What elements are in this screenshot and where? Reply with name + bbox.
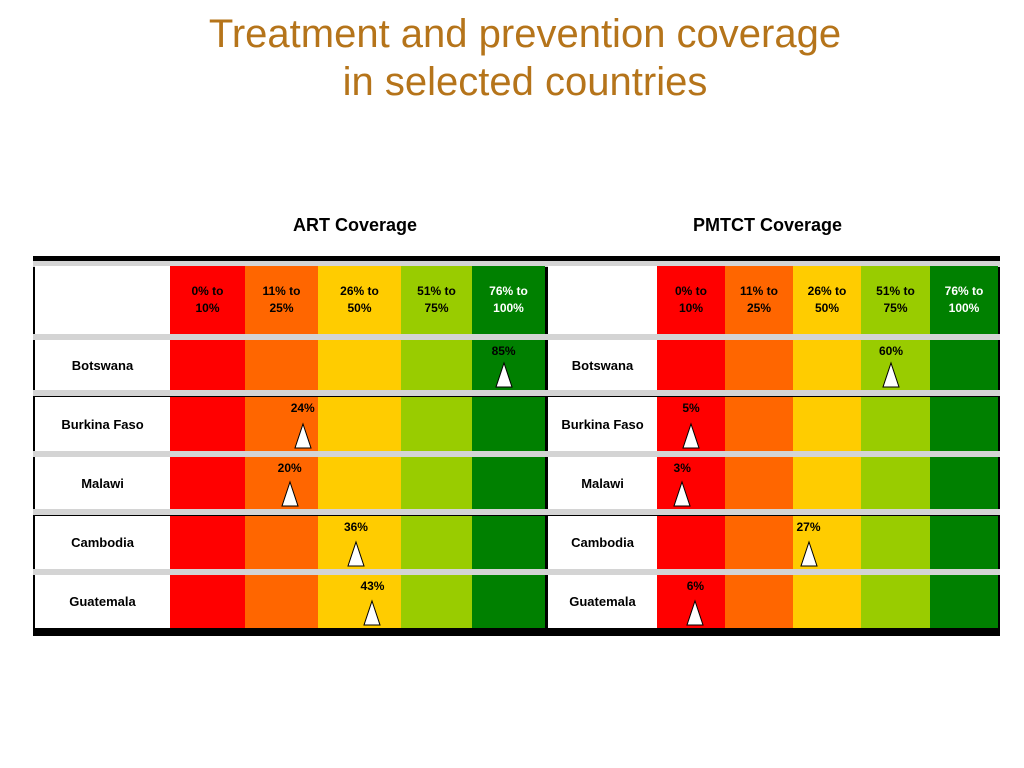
pmtct-band-cell bbox=[725, 457, 793, 509]
pmtct-coverage-marker bbox=[800, 541, 818, 567]
pmtct-marker-triangle bbox=[883, 363, 899, 387]
row-separator bbox=[33, 390, 1000, 396]
pmtct-band-cell bbox=[725, 340, 793, 390]
pmtct-value-label: 27% bbox=[796, 520, 821, 534]
pmtct-band-cell bbox=[725, 397, 793, 451]
pmtct-marker-triangle bbox=[674, 482, 690, 506]
art-coverage-marker bbox=[294, 423, 312, 449]
pmtct-band-cell bbox=[725, 575, 793, 628]
art-marker-triangle bbox=[295, 424, 311, 448]
pmtct-band-cell bbox=[930, 575, 998, 628]
pmtct-country-guatemala: Guatemala bbox=[548, 575, 657, 628]
pmtct-band-cell bbox=[793, 340, 861, 390]
art-band-cell bbox=[401, 575, 472, 628]
art-band-header: 0% to 10% bbox=[170, 266, 245, 334]
pmtct-band-cell bbox=[930, 397, 998, 451]
pmtct-band-cell bbox=[793, 575, 861, 628]
pmtct-country-cambodia: Cambodia bbox=[548, 516, 657, 569]
art-band-cell bbox=[401, 397, 472, 451]
art-value-label: 20% bbox=[277, 461, 302, 475]
art-band-cell bbox=[170, 340, 245, 390]
pmtct-country-botswana: Botswana bbox=[548, 340, 657, 390]
art-band-cell bbox=[170, 516, 245, 569]
art-country-guatemala: Guatemala bbox=[35, 575, 170, 628]
art-band-cell bbox=[472, 457, 545, 509]
pmtct-marker-triangle bbox=[683, 424, 699, 448]
art-band-cell bbox=[245, 575, 318, 628]
pmtct-coverage-marker bbox=[882, 362, 900, 388]
pmtct-band-cell bbox=[657, 516, 725, 569]
art-value-label: 85% bbox=[491, 344, 516, 358]
art-country-malawi: Malawi bbox=[35, 457, 170, 509]
art-band-cell bbox=[170, 457, 245, 509]
art-band-cell bbox=[245, 516, 318, 569]
coverage-chart bbox=[33, 256, 1000, 636]
art-band-header: 76% to 100% bbox=[472, 266, 545, 334]
pmtct-band-cell bbox=[793, 457, 861, 509]
art-coverage-marker bbox=[363, 600, 381, 626]
art-band-cell bbox=[472, 575, 545, 628]
pmtct-band-header: 0% to 10% bbox=[657, 266, 725, 334]
art-band-cell bbox=[318, 397, 401, 451]
pmtct-coverage-marker bbox=[686, 600, 704, 626]
art-marker-triangle bbox=[282, 482, 298, 506]
page-title bbox=[0, 10, 1024, 106]
art-band-cell bbox=[170, 397, 245, 451]
art-marker-triangle bbox=[496, 363, 512, 387]
pmtct-band-cell bbox=[861, 516, 930, 569]
pmtct-band-cell bbox=[861, 457, 930, 509]
art-coverage-marker bbox=[347, 541, 365, 567]
pmtct-value-label: 5% bbox=[682, 401, 700, 415]
art-band-cell bbox=[401, 457, 472, 509]
title-line-2: in selected countries bbox=[342, 60, 708, 104]
title-line-1: Treatment and prevention coverage bbox=[208, 12, 842, 56]
pmtct-band-cell bbox=[930, 516, 998, 569]
row-separator bbox=[33, 509, 1000, 515]
art-coverage-title: ART Coverage bbox=[292, 215, 418, 235]
pmtct-band-cell bbox=[861, 575, 930, 628]
art-band-cell bbox=[401, 340, 472, 390]
pmtct-coverage-marker bbox=[682, 423, 700, 449]
pmtct-value-label: 60% bbox=[878, 344, 904, 358]
pmtct-band-header: 51% to 75% bbox=[861, 266, 930, 334]
pmtct-header-blank bbox=[548, 266, 657, 334]
art-country-burkina-faso: Burkina Faso bbox=[35, 397, 170, 451]
art-band-cell bbox=[245, 340, 318, 390]
art-marker-triangle bbox=[348, 542, 364, 566]
pmtct-band-header: 76% to 100% bbox=[930, 266, 998, 334]
art-band-header: 26% to 50% bbox=[318, 266, 401, 334]
pmtct-band-cell bbox=[725, 516, 793, 569]
pmtct-band-cell bbox=[861, 397, 930, 451]
art-band-cell bbox=[318, 340, 401, 390]
art-band-cell bbox=[318, 457, 401, 509]
pmtct-coverage-marker bbox=[673, 481, 691, 507]
pmtct-marker-triangle bbox=[801, 542, 817, 566]
art-band-cell bbox=[401, 516, 472, 569]
pmtct-value-label: 6% bbox=[686, 579, 705, 593]
art-marker-triangle bbox=[364, 601, 380, 625]
pmtct-coverage-title: PMTCT Coverage bbox=[692, 215, 843, 235]
art-band-header: 51% to 75% bbox=[401, 266, 472, 334]
pmtct-country-burkina-faso: Burkina Faso bbox=[548, 397, 657, 451]
pmtct-band-cell bbox=[930, 340, 998, 390]
pmtct-band-cell bbox=[930, 457, 998, 509]
art-coverage-marker bbox=[281, 481, 299, 507]
pmtct-band-cell bbox=[657, 340, 725, 390]
art-value-label: 24% bbox=[290, 401, 315, 415]
art-band-header: 11% to 25% bbox=[245, 266, 318, 334]
art-header-blank bbox=[35, 266, 170, 334]
art-band-cell bbox=[170, 575, 245, 628]
art-country-botswana: Botswana bbox=[35, 340, 170, 390]
art-band-cell bbox=[472, 397, 545, 451]
pmtct-country-malawi: Malawi bbox=[548, 457, 657, 509]
pmtct-band-header: 11% to 25% bbox=[725, 266, 793, 334]
art-value-label: 36% bbox=[343, 520, 368, 534]
pmtct-value-label: 3% bbox=[673, 461, 691, 475]
art-country-cambodia: Cambodia bbox=[35, 516, 170, 569]
art-coverage-marker bbox=[495, 362, 513, 388]
pmtct-band-cell bbox=[793, 397, 861, 451]
pmtct-band-header: 26% to 50% bbox=[793, 266, 861, 334]
art-band-cell bbox=[472, 516, 545, 569]
art-value-label: 43% bbox=[360, 579, 385, 593]
pmtct-marker-triangle bbox=[687, 601, 703, 625]
